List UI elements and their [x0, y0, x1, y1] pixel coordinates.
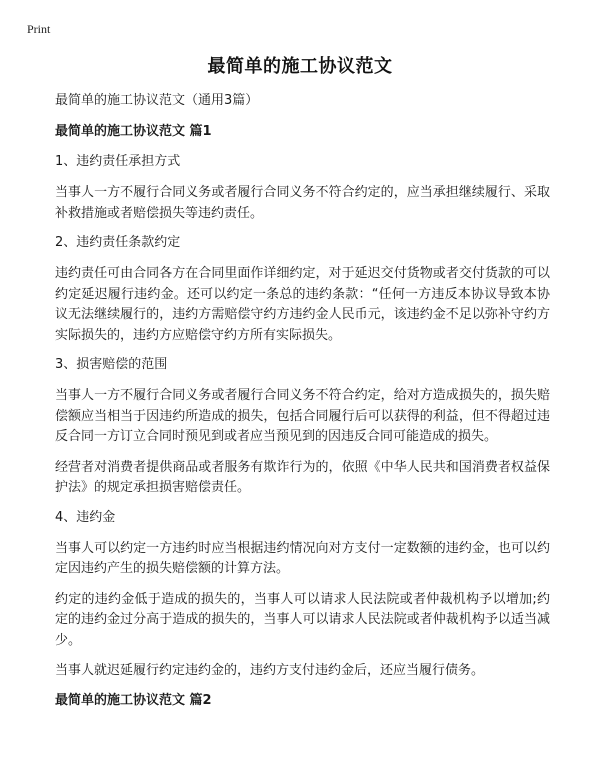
paragraph: 当事人可以约定一方违约时应当根据违约情况向对方支付一定数额的违约金，也可以约定因违约产生的损失赔偿额的计算方法。	[55, 540, 550, 576]
paragraph: 当事人一方不履行合同义务或者履行合同义务不符合约定的，应当承担继续履行、采取补救措施或者赔偿损失等违约责任。	[55, 185, 550, 221]
paragraph: 当事人就迟延履行约定违约金的，违约方支付违约金后，还应当履行债务。	[55, 663, 485, 678]
document-body	[55, 92, 550, 722]
paragraph: 经营者对消费者提供商品或者服务有欺诈行为的，依照《中华人民共和国消费者权益保护法》的规定承担损害赔偿责任。	[55, 459, 550, 495]
item-heading-breach-liability: 1、违约责任承担方式	[55, 154, 181, 169]
section-heading-2: 最简单的施工协议范文 篇2	[55, 692, 212, 708]
item-heading-penalty: 4、违约金	[55, 509, 116, 525]
document-subtitle: 最简单的施工协议范文（通用3篇）	[55, 93, 259, 108]
item-heading-damages-scope: 3、损害赔偿的范围	[55, 357, 168, 372]
section-heading-1: 最简单的施工协议范文 篇1	[55, 124, 212, 139]
print-label[interactable]: Print	[27, 22, 51, 36]
item-heading-liability-clause: 2、违约责任条款约定	[55, 235, 181, 250]
document-title: 最简单的施工协议范文	[207, 56, 393, 77]
paragraph: 约定的违约金低于造成的损失的，当事人可以请求人民法院或者仲裁机构予以增加;约定的违约金过分高于造成的损失的，当事人可以请求人民法院或者仲裁机构予以适当减少。	[55, 591, 550, 648]
paragraph: 当事人一方不履行合同义务或者履行合同义务不符合约定，给对方造成损失的，损失赔偿额应当相当于因违约所造成的损失，包括合同履行后可以获得的利益，但不得超过违反合同一方订立合同时预见到或者应当预见到的因违反合同可能造成的损失。	[55, 388, 550, 444]
paragraph: 违约责任可由合同各方在合同里面作详细约定，对于延迟交付货物或者交付货款的可以约定延迟履行违约金。还可以约定一条总的违约条款：“任何一方违反本协议导致本协议无法继续履行的，违约方需赔偿守约方违约金人民币元，该违约金不足以弥补守约方实际损失的，违约方应赔偿守约方所有实际损失。	[55, 266, 550, 343]
